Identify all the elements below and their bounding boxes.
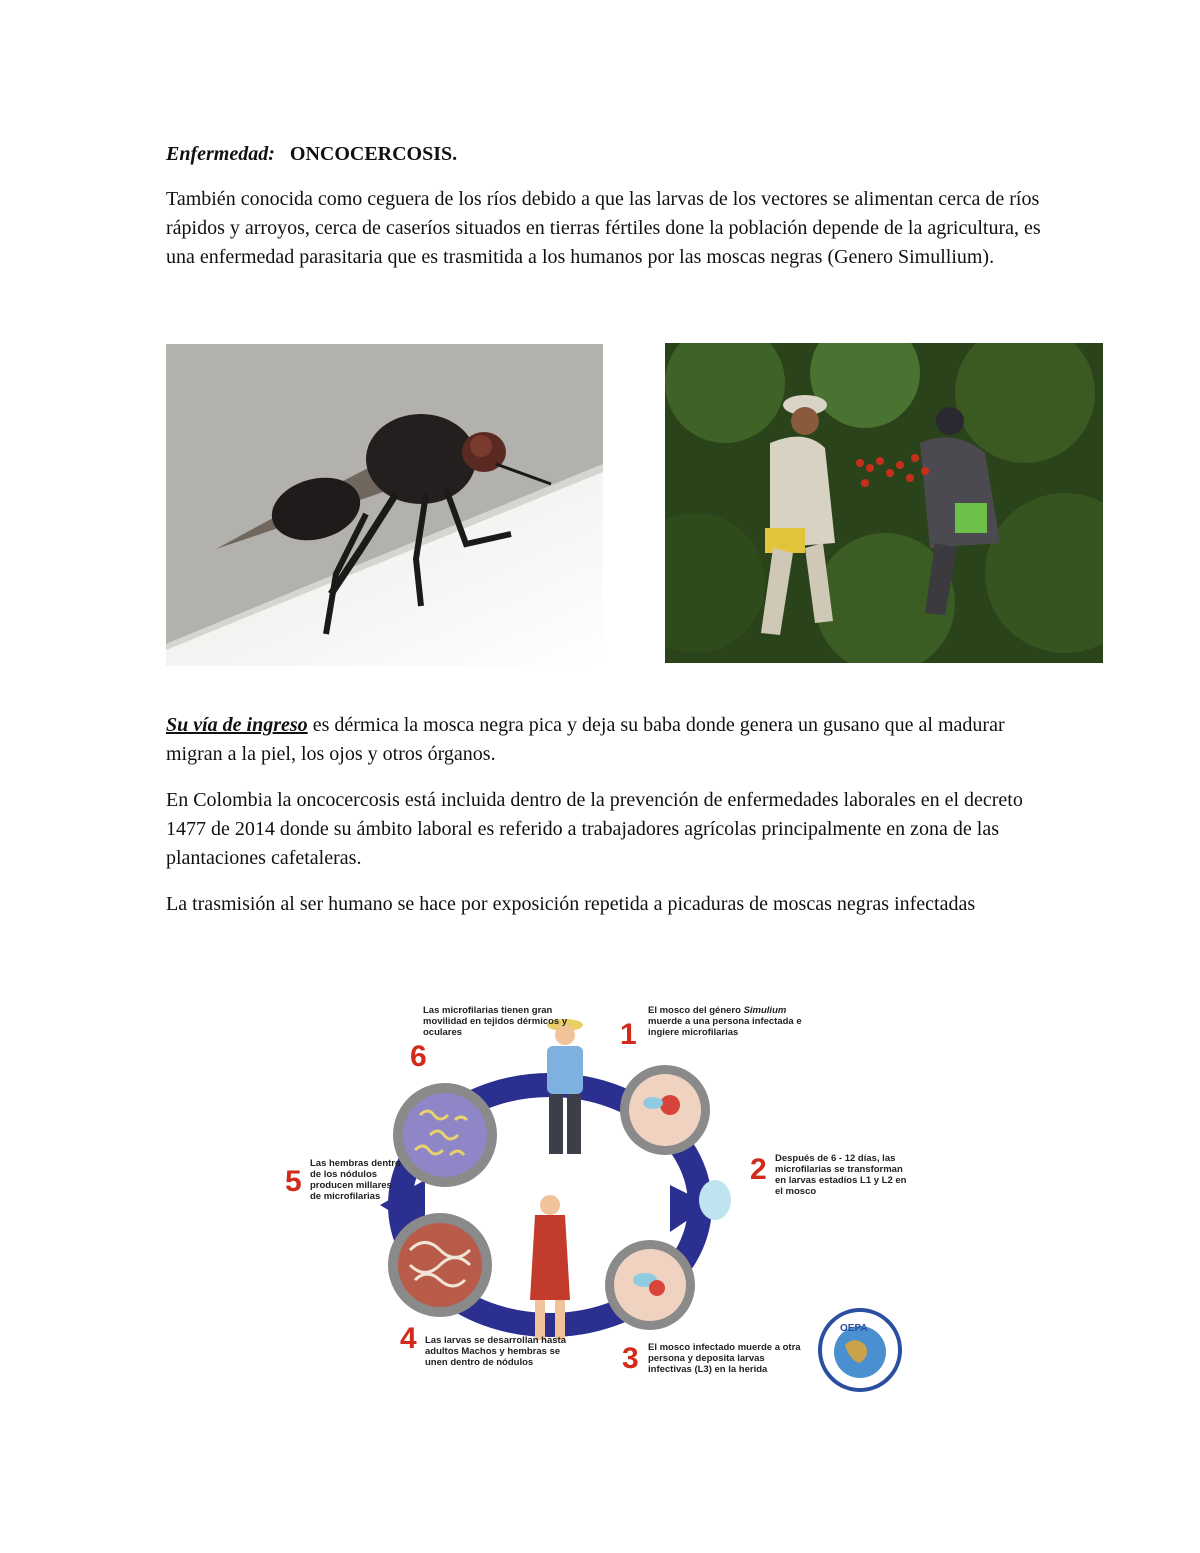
step-1-text-b: muerde a una persona infectada e ingiere microfilarias xyxy=(648,1016,802,1038)
transmission-paragraph: La trasmisión al ser humano se hace por exposición repetida a picaduras de moscas negras infectadas xyxy=(166,893,976,915)
heading-label: Enfermedad: xyxy=(166,143,275,165)
intro-paragraph: También conocida como ceguera de los ríos debido a que las larvas de los vectores se alimentan cerca de ríos rápidos y arroyos, cerca de caseríos situados en tierras fértiles done la población depende de la agricultura, es una enfermedad parasitaria que es trasmitida a los humanos por las moscas negras (Genero Simullium). xyxy=(166,188,1041,268)
step-number-1: 1 xyxy=(620,1018,637,1051)
coffee-workers-photo xyxy=(665,343,1103,663)
step-1-text xyxy=(648,1005,813,1038)
step-1-species: Simulium xyxy=(743,1005,787,1016)
colombia-paragraph: En Colombia la oncocercosis está incluida dentro de la prevención de enfermedades laborales en el decreto 1477 de 2014 donde su ámbito laboral es referido a trabajadores agrícolas principalmente en zona de las plantaciones cafetaleras. xyxy=(166,789,1023,869)
step-number-2: 2 xyxy=(750,1153,767,1186)
step-1-text-a: El mosco del género xyxy=(648,1005,744,1016)
lifecycle-diagram xyxy=(285,1000,910,1400)
step-2-text: Después de 6 - 12 días, las microfilarias se transforman en larvas estadíos L1 y L2 en el mosco xyxy=(775,1153,907,1197)
step-number-6: 6 xyxy=(410,1040,427,1073)
step-4-text: Las larvas se desarrollan hasta adultos Machos y hembras se unen dentro de nódulos xyxy=(425,1335,566,1368)
heading-value: ONCOCERCOSIS. xyxy=(289,143,458,165)
step-number-3: 3 xyxy=(622,1342,639,1375)
entry-route-text: es dérmica la mosca negra pica y deja su baba donde genera un gusano que al madurar migran a la piel, los ojos y otros órganos. xyxy=(166,714,1005,765)
step-number-4: 4 xyxy=(400,1322,417,1355)
entry-route-paragraph xyxy=(166,711,1046,769)
entry-route-lead: Su vía de ingreso xyxy=(166,714,308,736)
step-5-text: Las hembras dentro de los nódulos producen millares de microfilarias xyxy=(310,1158,401,1202)
step-3-text: El mosco infectado muerde a otra persona y deposita larvas infectivas (L3) en la herida xyxy=(648,1342,801,1375)
black-fly-photo xyxy=(166,344,603,666)
oepa-logo: OEPA xyxy=(840,1323,868,1334)
disease-heading xyxy=(166,140,1046,169)
step-number-5: 5 xyxy=(285,1165,302,1198)
step-6-text: Las microfilarias tienen gran movilidad en tejidos dérmicos y oculares xyxy=(423,1005,568,1038)
